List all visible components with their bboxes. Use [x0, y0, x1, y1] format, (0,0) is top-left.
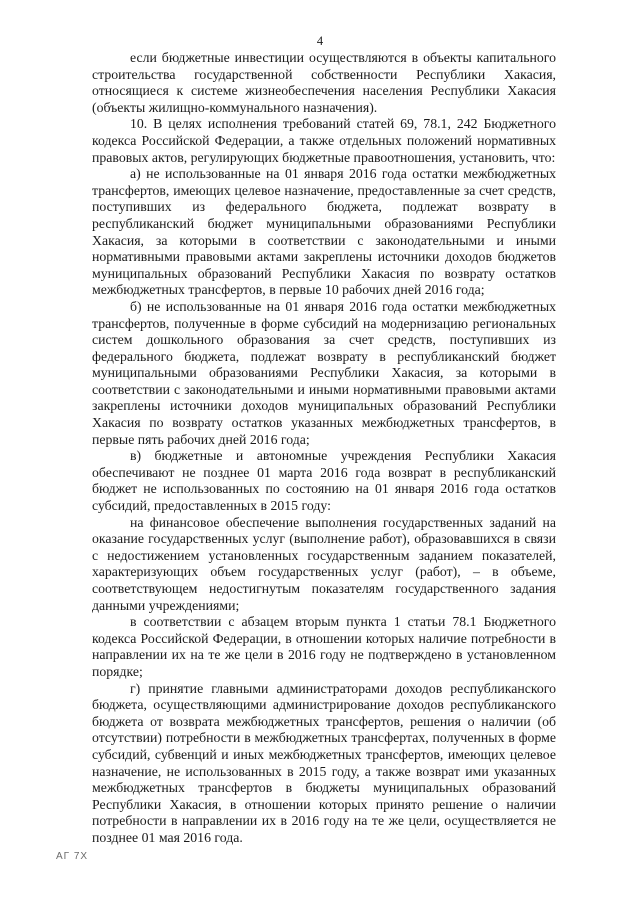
- paragraph-clause-10: 10. В целях исполнения требований статей 69, 78.1, 242 Бюджетного кодекса Российской Федерации, а также отдельных положений нормативных правовых актов, регулирующих бюджетные правоотношения, установить, что:: [92, 116, 556, 165]
- paragraph-state-assignments: на финансовое обеспечение выполнения государственных заданий на оказание государственных услуг (выполнение работ), образовавшихся в связи с недостижением установленных государственным заданием показателей, характеризующих объем государственных услуг (работ), – в объеме, соответствующем недостигнутым показателям государственного задания данными учреждениями;: [92, 514, 556, 613]
- footer-mark: АГ 7Х: [56, 851, 89, 862]
- paragraph-subclause-v: в) бюджетные и автономные учреждения Республики Хакасия обеспечивают не позднее 01 марта 2016 года возврат в республиканский бюджет не использованных по состоянию на 01 января 2016 года остатков субсидий, предоставленных в 2015 году:: [92, 448, 556, 514]
- document-body: [92, 50, 556, 847]
- paragraph-subclause-b: б) не использованные на 01 января 2016 года остатки межбюджетных трансфертов, полученные в форме субсидий на модернизацию региональных систем дошкольного образования за счет средств, поступивших из федерального бюджета, подлежат возврату в республиканский бюджет муниципальными образованиями Республики Хакасия, за которыми в соответствии с законодательными и иными нормативными правовыми актами закреплены источники доходов муниципальных образований Республики Хакасия по возврату остатков указанных межбюджетных трансфертов, в первые пять рабочих дней 2016 года;: [92, 298, 556, 447]
- paragraph-subclause-a: а) не использованные на 01 января 2016 года остатки межбюджетных трансфертов, имеющих целевое назначение, предоставленные за счет средств, поступивших из федерального бюджета, подлежат возврату в республиканский бюджет муниципальными образованиями Республики Хакасия, за которыми в соответствии с законодательными и иными нормативными правовыми актами закреплены источники доходов бюджетов муниципальных образований Республики Хакасия по возврату остатков межбюджетных трансфертов, в первые 10 рабочих дней 2016 года;: [92, 166, 556, 298]
- page-number: 4: [316, 34, 324, 48]
- paragraph-subclause-g: г) принятие главными администраторами доходов республиканского бюджета, осуществляющими администрирование доходов республиканского бюджета от возврата межбюджетных трансфертов, решения о наличии (об отсутствии) потребности в межбюджетных трансфертах, полученных в форме субсидий, субвенций и иных межбюджетных трансфертов, имеющих целевое назначение, не использованных в 2015 году, а также возврат ими указанных межбюджетных трансфертов в бюджеты муниципальных образований Республики Хакасия, в отношении которых принято решение о наличии потребности в направлении их в 2016 году на те же цели, осуществляется не позднее 01 мая 2016 года.: [92, 680, 556, 845]
- paragraph-investments-continuation: если бюджетные инвестиции осуществляются в объекты капитального строительства государственной собственности Республики Хакасия, относящиеся к системе жизнеобеспечения населения Республики Хакасия (объекты жилищно-коммунального назначения).: [92, 50, 556, 115]
- paragraph-article-78-1: в соответствии с абзацем вторым пункта 1 статьи 78.1 Бюджетного кодекса Российской Федерации, в отношении которых наличие потребности в направлении их на те же цели в 2016 году не подтверждено в установленном порядке;: [92, 614, 556, 679]
